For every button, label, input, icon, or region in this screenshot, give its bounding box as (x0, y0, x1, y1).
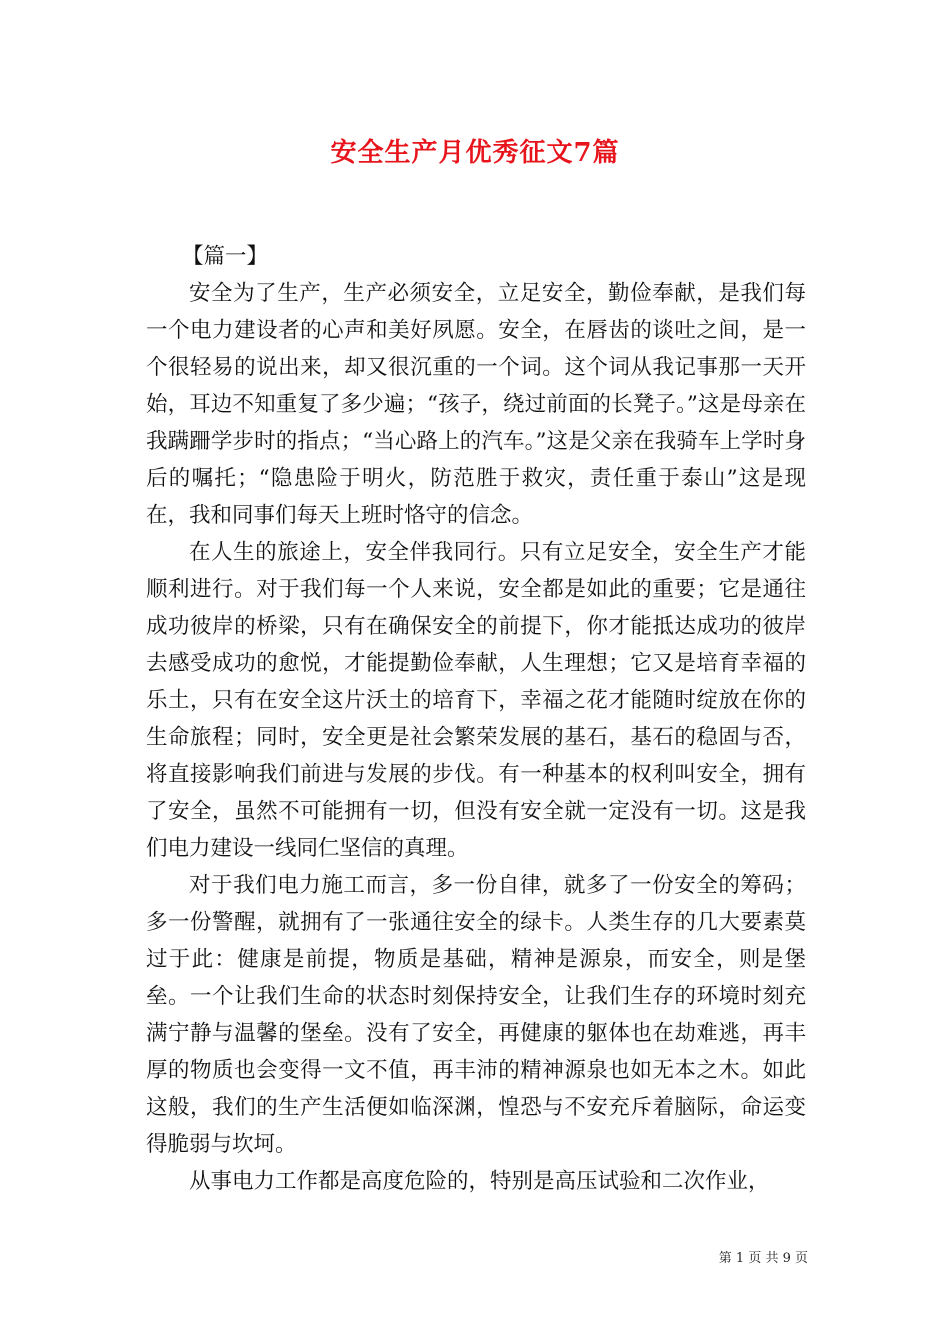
section-label: 【篇一】 (182, 244, 269, 269)
document-title: 安全生产月优秀征文7篇 (330, 138, 620, 168)
paragraph-4: 从事电力工作都是高度危险的，特别是高压试验和二次作业， (189, 1169, 770, 1194)
document-body (146, 238, 806, 1200)
paragraph-1: 安全为了生产，生产必须安全，立足安全，勤俭奉献，是我们每一个电力建设者的心声和美好夙愿。安全，在唇齿的谈吐之间，是一个很轻易的说出来，却又很沉重的一个词。这个词从我记事那一天开始，耳边不知重复了多少遍；“孩子，绕过前面的长凳子。”这是母亲在我蹒跚学步时的指点；“当心路上的汽车。”这是父亲在我骑车上学时身后的嘱托；“隐患险于明火，防范胜于救灾，责任重于泰山”这是现在，我和同事们每天上班时恪守的信念。 (146, 281, 806, 528)
paragraph-3: 对于我们电力施工而言，多一份自律，就多了一份安全的筹码；多一份警醒，就拥有了一张通往安全的绿卡。人类生存的几大要素莫过于此：健康是前提，物质是基础，精神是源泉，而安全，则是堡垒。一个让我们生命的状态时刻保持安全，让我们生存的环境时刻充满宁静与温馨的堡垒。没有了安全，再健康的躯体也在劫难逃，再丰厚的物质也会变得一文不值，再丰沛的精神源泉也如无本之木。如此这般，我们的生产生活便如临深渊，惶恐与不安充斥着脑际，命运变得脆弱与坎坷。 (146, 873, 806, 1157)
paragraph-2: 在人生的旅途上，安全伴我同行。只有立足安全，安全生产才能顺利进行。对于我们每一个人来说，安全都是如此的重要；它是通往成功彼岸的桥梁，只有在确保安全的前提下，你才能抵达成功的彼岸去感受成功的愈悦，才能提勤俭奉献，人生理想；它又是培育幸福的乐土，只有在安全这片沃土的培育下，幸福之花才能随时绽放在你的生命旅程；同时，安全更是社会繁荣发展的基石，基石的稳固与否，将直接影响我们前进与发展的步伐。有一种基本的权利叫安全，拥有了安全，虽然不可能拥有一切，但没有安全就一定没有一切。这是我们电力建设一线同仁坚信的真理。 (146, 540, 806, 861)
page-number: 第 1 页 共 9 页 (718, 1251, 808, 1266)
